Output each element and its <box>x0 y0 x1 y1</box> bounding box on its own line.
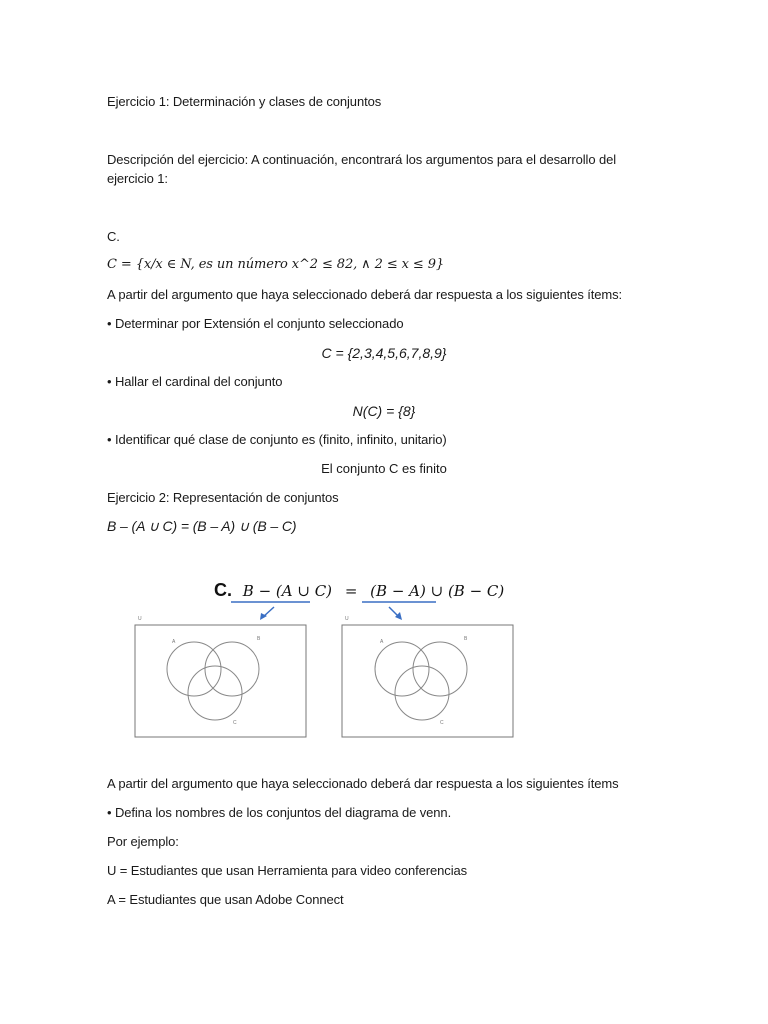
universe-box <box>342 625 513 737</box>
figure-right-term: (B − A) ∪ (B − C) <box>370 582 505 600</box>
figure-label: C. <box>214 580 232 600</box>
set-a-label: A <box>172 639 176 645</box>
exercise1-title: Ejercicio 1: Determinación y clases de conjuntos <box>107 94 382 109</box>
figure-left-term: B − (A ∪ C) <box>242 582 333 600</box>
item-class-bullet: • Identificar qué clase de conjunto es (finito, infinito, unitario) <box>107 432 447 447</box>
set-b-circle <box>205 642 259 696</box>
universe-label: U <box>138 616 142 622</box>
example-universe: U = Estudiantes que usan Herramienta para video conferencias <box>107 863 468 878</box>
example-label: Por ejemplo: <box>107 834 179 849</box>
set-c-circle <box>395 666 449 720</box>
exercise1-description-line1: Descripción del ejercicio: A continuación, encontrará los argumentos para el desarrollo del <box>107 152 617 167</box>
universe-box <box>135 625 306 737</box>
item-cardinal-answer: N(C) = {8} <box>352 403 416 419</box>
item-extension-bullet: • Determinar por Extensión el conjunto seleccionado <box>107 316 404 331</box>
left-arrow-icon <box>260 607 274 620</box>
exercise2-title: Ejercicio 2: Representación de conjuntos <box>107 490 339 505</box>
example-set-a: A = Estudiantes que usan Adobe Connect <box>107 892 344 907</box>
set-c-circle <box>188 666 242 720</box>
item-cardinal-bullet: • Hallar el cardinal del conjunto <box>107 374 283 389</box>
item-class-answer: El conjunto C es finito <box>321 461 447 476</box>
item-extension-answer: C = {2,3,4,5,6,7,8,9} <box>321 345 447 361</box>
set-b-label: B <box>257 636 261 642</box>
set-b-label: B <box>464 636 468 642</box>
set-a-label: A <box>380 639 384 645</box>
right-arrow-icon <box>389 607 402 620</box>
set-c-label: C <box>233 720 237 726</box>
exercise2-instructions: A partir del argumento que haya seleccionado deberá dar respuesta a los siguientes ítems <box>107 776 619 791</box>
universe-label: U <box>345 616 349 622</box>
venn-diagram-right <box>342 616 513 737</box>
venn-figure <box>130 578 520 743</box>
figure-equals: = <box>344 582 358 600</box>
exercise1-instructions: A partir del argumento que haya seleccionado deberá dar respuesta a los siguientes ítems: <box>107 287 623 302</box>
set-b-circle <box>413 642 467 696</box>
section-label: C. <box>107 229 120 244</box>
venn-diagram-left <box>135 616 306 737</box>
exercise1-description-line2: ejercicio 1: <box>107 171 168 186</box>
exercise2-expression: B – (A ∪ C) = (B – A) ∪ (B – C) <box>107 518 297 534</box>
exercise2-bullet: • Defina los nombres de los conjuntos del diagrama de venn. <box>107 805 452 820</box>
set-definition: C = {x/x ∈ N, es un número x^2 ≤ 82, ∧ 2 ≤ x ≤ 9} <box>107 257 445 272</box>
set-c-label: C <box>440 720 444 726</box>
